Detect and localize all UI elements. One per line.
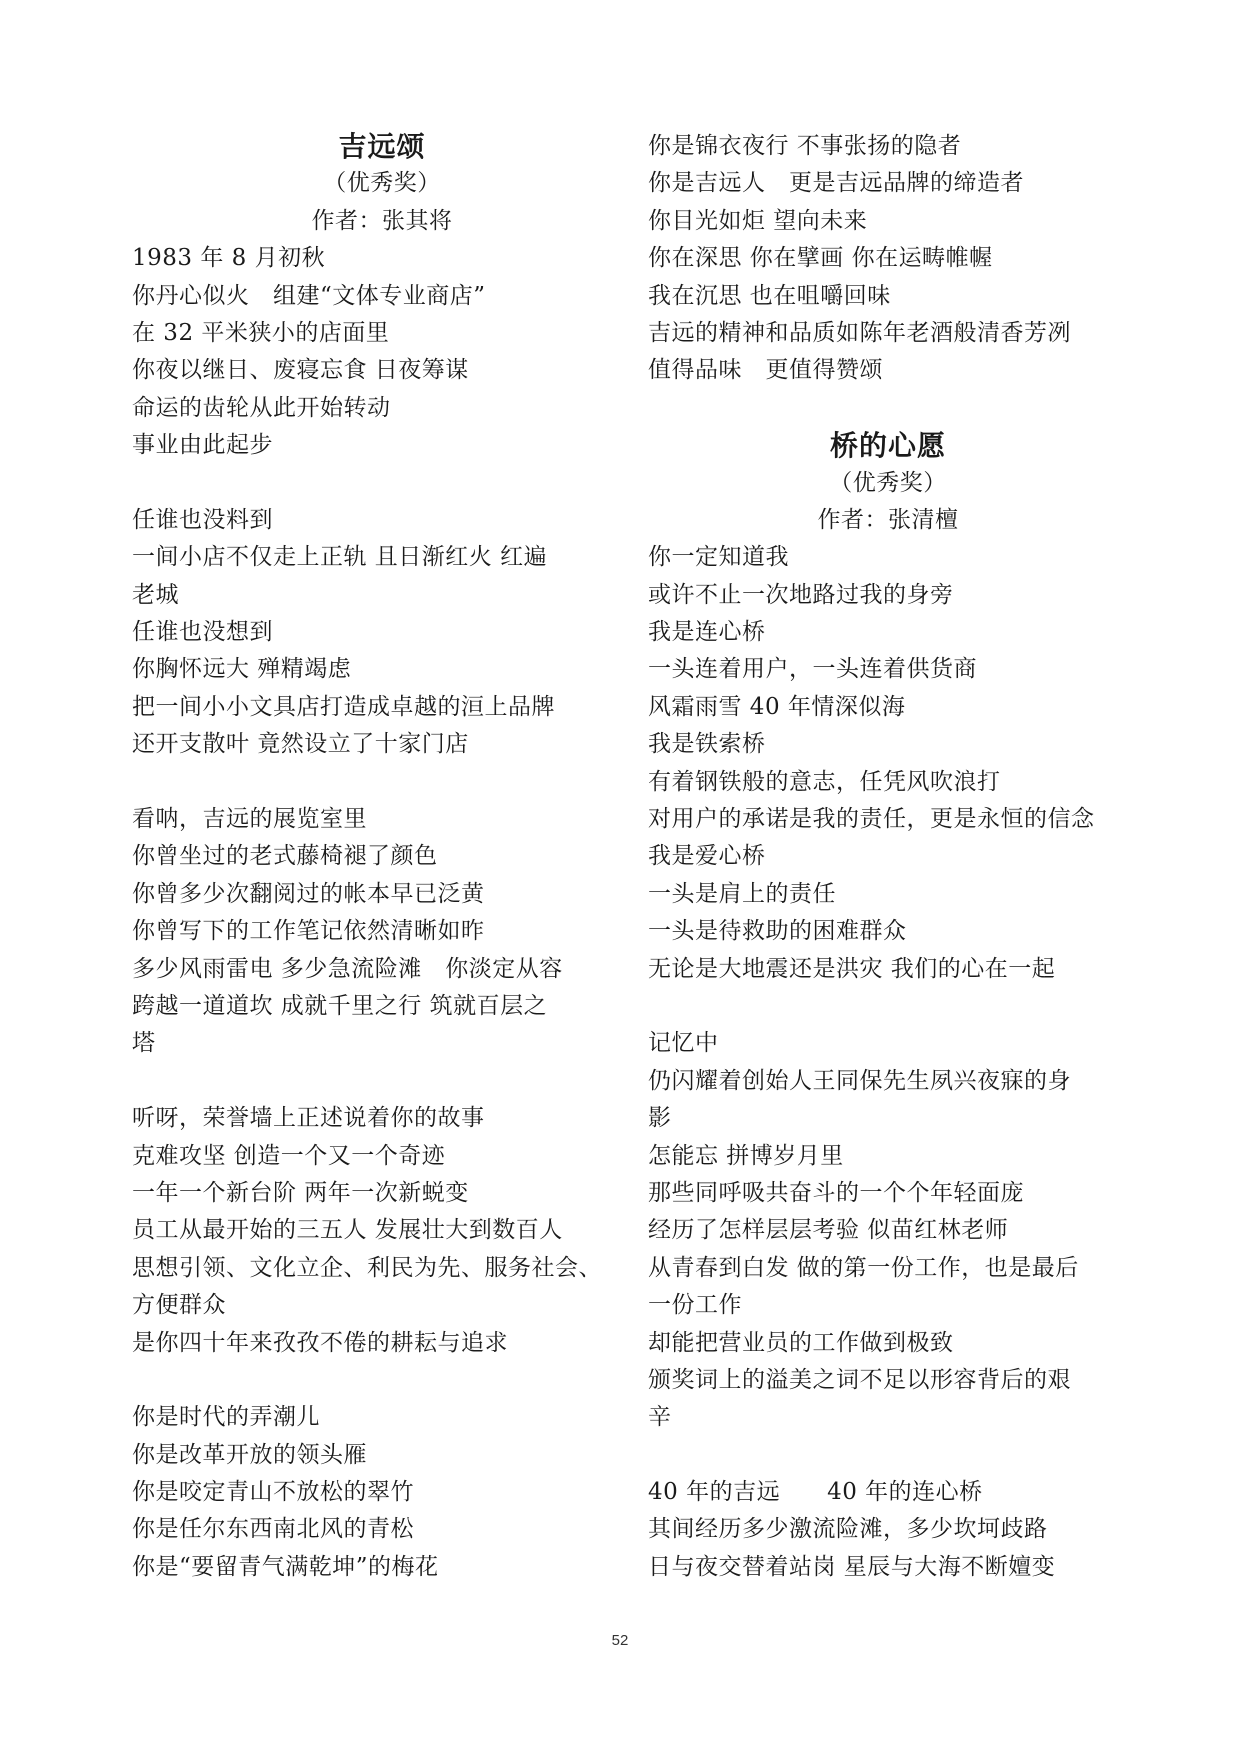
poem-line: 经历了怎样层层考验 似苗红林老师 bbox=[648, 1217, 1009, 1244]
poem-line: 老城 bbox=[132, 581, 179, 608]
poem2-author: 作者：张清檀 bbox=[817, 506, 959, 533]
poem-line: 你是咬定青山不放松的翠竹 bbox=[132, 1479, 414, 1506]
poem-line: 员工从最开始的三五人 发展壮大到数百人 bbox=[132, 1217, 563, 1244]
poem-line: 克难攻坚 创造一个又一个奇迹 bbox=[132, 1142, 446, 1169]
poem-line: 其间经历多少激流险滩，多少坎坷歧路 bbox=[648, 1516, 1048, 1543]
poem-line: 颁奖词上的溢美之词不足以形容背后的艰 bbox=[648, 1366, 1071, 1393]
poem-line: 我是连心桥 bbox=[648, 619, 766, 646]
poem-line: 事业由此起步 bbox=[132, 432, 273, 459]
poem-line: 对用户的承诺是我的责任，更是永恒的信念 bbox=[648, 806, 1095, 833]
stanza-break bbox=[132, 764, 632, 801]
poem-line: 我在沉思 也在咀嚼回味 bbox=[648, 282, 891, 309]
poem-line: 仍闪耀着创始人王同保先生夙兴夜寐的身 bbox=[648, 1067, 1071, 1094]
poem-line: 你是改革开放的领头雁 bbox=[132, 1441, 367, 1468]
poem2-body bbox=[648, 539, 1128, 1586]
poem-line: 却能把营业员的工作做到极致 bbox=[648, 1329, 954, 1356]
poem-line: 或许不止一次地路过我的身旁 bbox=[648, 581, 954, 608]
poem-line: 你夜以继日、废寝忘食 日夜筹谋 bbox=[132, 357, 469, 384]
poem-line: 你是“要留青气满乾坤”的梅花 bbox=[132, 1553, 439, 1580]
poem-line: 听呀，荣誉墙上正述说着你的故事 bbox=[132, 1105, 485, 1132]
page-number: 52 bbox=[611, 1632, 629, 1649]
stanza-break bbox=[648, 1437, 1128, 1474]
poem-line: 你是吉远人 更是吉远品牌的缔造者 bbox=[648, 170, 1024, 197]
poem-line: 40 年的吉远 40 年的连心桥 bbox=[648, 1479, 983, 1506]
poem-line: 还开支散叶 竟然设立了十家门店 bbox=[132, 731, 469, 758]
poem-line: 从青春到白发 做的第一份工作，也是最后 bbox=[648, 1254, 1079, 1281]
right-column bbox=[648, 128, 1128, 1586]
poem1-title: 吉远颂 bbox=[338, 130, 426, 163]
poem-line: 你目光如炬 望向未来 bbox=[648, 207, 868, 234]
poem-line: 是你四十年来孜孜不倦的耕耘与追求 bbox=[132, 1329, 508, 1356]
poem-line: 一头是待救助的困难群众 bbox=[648, 918, 907, 945]
poem-line: 一头连着用户，一头连着供货商 bbox=[648, 656, 977, 683]
poem-line: 一间小店不仅走上正轨 且日渐红火 红遍 bbox=[132, 544, 548, 571]
poem-line: 你是时代的弄潮儿 bbox=[132, 1404, 320, 1431]
poem-line: 你是锦衣夜行 不事张扬的隐者 bbox=[648, 133, 962, 159]
poem-line: 辛 bbox=[648, 1404, 672, 1431]
poem-line: 你一定知道我 bbox=[648, 544, 789, 571]
poem-line: 无论是大地震还是洪灾 我们的心在一起 bbox=[648, 955, 1056, 982]
poem-line: 任谁也没想到 bbox=[132, 619, 273, 646]
poem-line: 我是铁索桥 bbox=[648, 731, 766, 758]
poem-line: 你在深思 你在擘画 你在运畴帷幄 bbox=[648, 245, 993, 272]
poem-line: 你胸怀远大 殚精竭虑 bbox=[132, 656, 352, 683]
poem1-body-left bbox=[132, 240, 632, 1586]
poem-line: 有着钢铁般的意志，任凭风吹浪打 bbox=[648, 768, 1001, 795]
poem1-body-right bbox=[648, 128, 1128, 390]
poem-line: 多少风雨雷电 多少急流险滩 你淡定从容 bbox=[132, 955, 563, 982]
poem-line: 思想引领、文化立企、利民为先、服务社会、 bbox=[132, 1254, 602, 1281]
poem-line: 值得品味 更值得赞颂 bbox=[648, 357, 883, 384]
poem-line: 怎能忘 拼博岁月里 bbox=[648, 1142, 844, 1169]
left-column bbox=[132, 128, 632, 1586]
poem-line: 你是任尔东西南北风的青松 bbox=[132, 1516, 414, 1543]
poem2-title: 桥的心愿 bbox=[829, 429, 946, 463]
poem-line: 风霜雨雪 40 年情深似海 bbox=[648, 693, 906, 720]
poem-line: 我是爱心桥 bbox=[648, 843, 766, 870]
poem-line: 跨越一道道坎 成就千里之行 筑就百层之 bbox=[132, 992, 548, 1019]
poem-line: 一年一个新台阶 两年一次新蜕变 bbox=[132, 1179, 469, 1206]
poem-line: 日与夜交替着站岗 星辰与大海不断嬗变 bbox=[648, 1553, 1056, 1580]
stanza-break bbox=[132, 465, 632, 502]
poem-line: 一头是肩上的责任 bbox=[648, 880, 836, 907]
poem-line: 吉远的精神和品质如陈年老酒般清香芳冽 bbox=[648, 319, 1071, 346]
poem-line: 命运的齿轮从此开始转动 bbox=[132, 394, 391, 421]
poem-line: 你丹心似火 组建“文体专业商店” bbox=[132, 282, 486, 309]
poem-line: 一份工作 bbox=[648, 1292, 742, 1319]
poem-line: 记忆中 bbox=[648, 1030, 719, 1057]
poem2-award: （优秀奖） bbox=[829, 469, 947, 496]
section-gap bbox=[648, 390, 1128, 427]
poem-line: 你曾坐过的老式藤椅褪了颜色 bbox=[132, 843, 438, 870]
poem-line: 任谁也没料到 bbox=[132, 506, 273, 533]
stanza-break bbox=[132, 1063, 632, 1100]
poem-line: 你曾多少次翻阅过的帐本早已泛黄 bbox=[132, 880, 485, 907]
poem-line: 影 bbox=[648, 1105, 672, 1132]
poem-line: 看呐，吉远的展览室里 bbox=[132, 806, 367, 833]
poem-line: 你曾写下的工作笔记依然清晰如昨 bbox=[132, 918, 485, 945]
poem-line: 在 32 平米狭小的店面里 bbox=[132, 319, 390, 346]
poem-line: 把一间小小文具店打造成卓越的洹上品牌 bbox=[132, 693, 555, 720]
stanza-break bbox=[648, 988, 1128, 1025]
poem1-author: 作者：张其将 bbox=[311, 207, 453, 234]
stanza-break bbox=[132, 1362, 632, 1399]
poem-line: 那些同呼吸共奋斗的一个个年轻面庞 bbox=[648, 1179, 1024, 1206]
poem-line: 1983 年 8 月初秋 bbox=[132, 245, 326, 272]
poem-line: 塔 bbox=[132, 1030, 156, 1057]
poem1-award: （优秀奖） bbox=[323, 170, 441, 197]
poem-line: 方便群众 bbox=[132, 1292, 226, 1319]
